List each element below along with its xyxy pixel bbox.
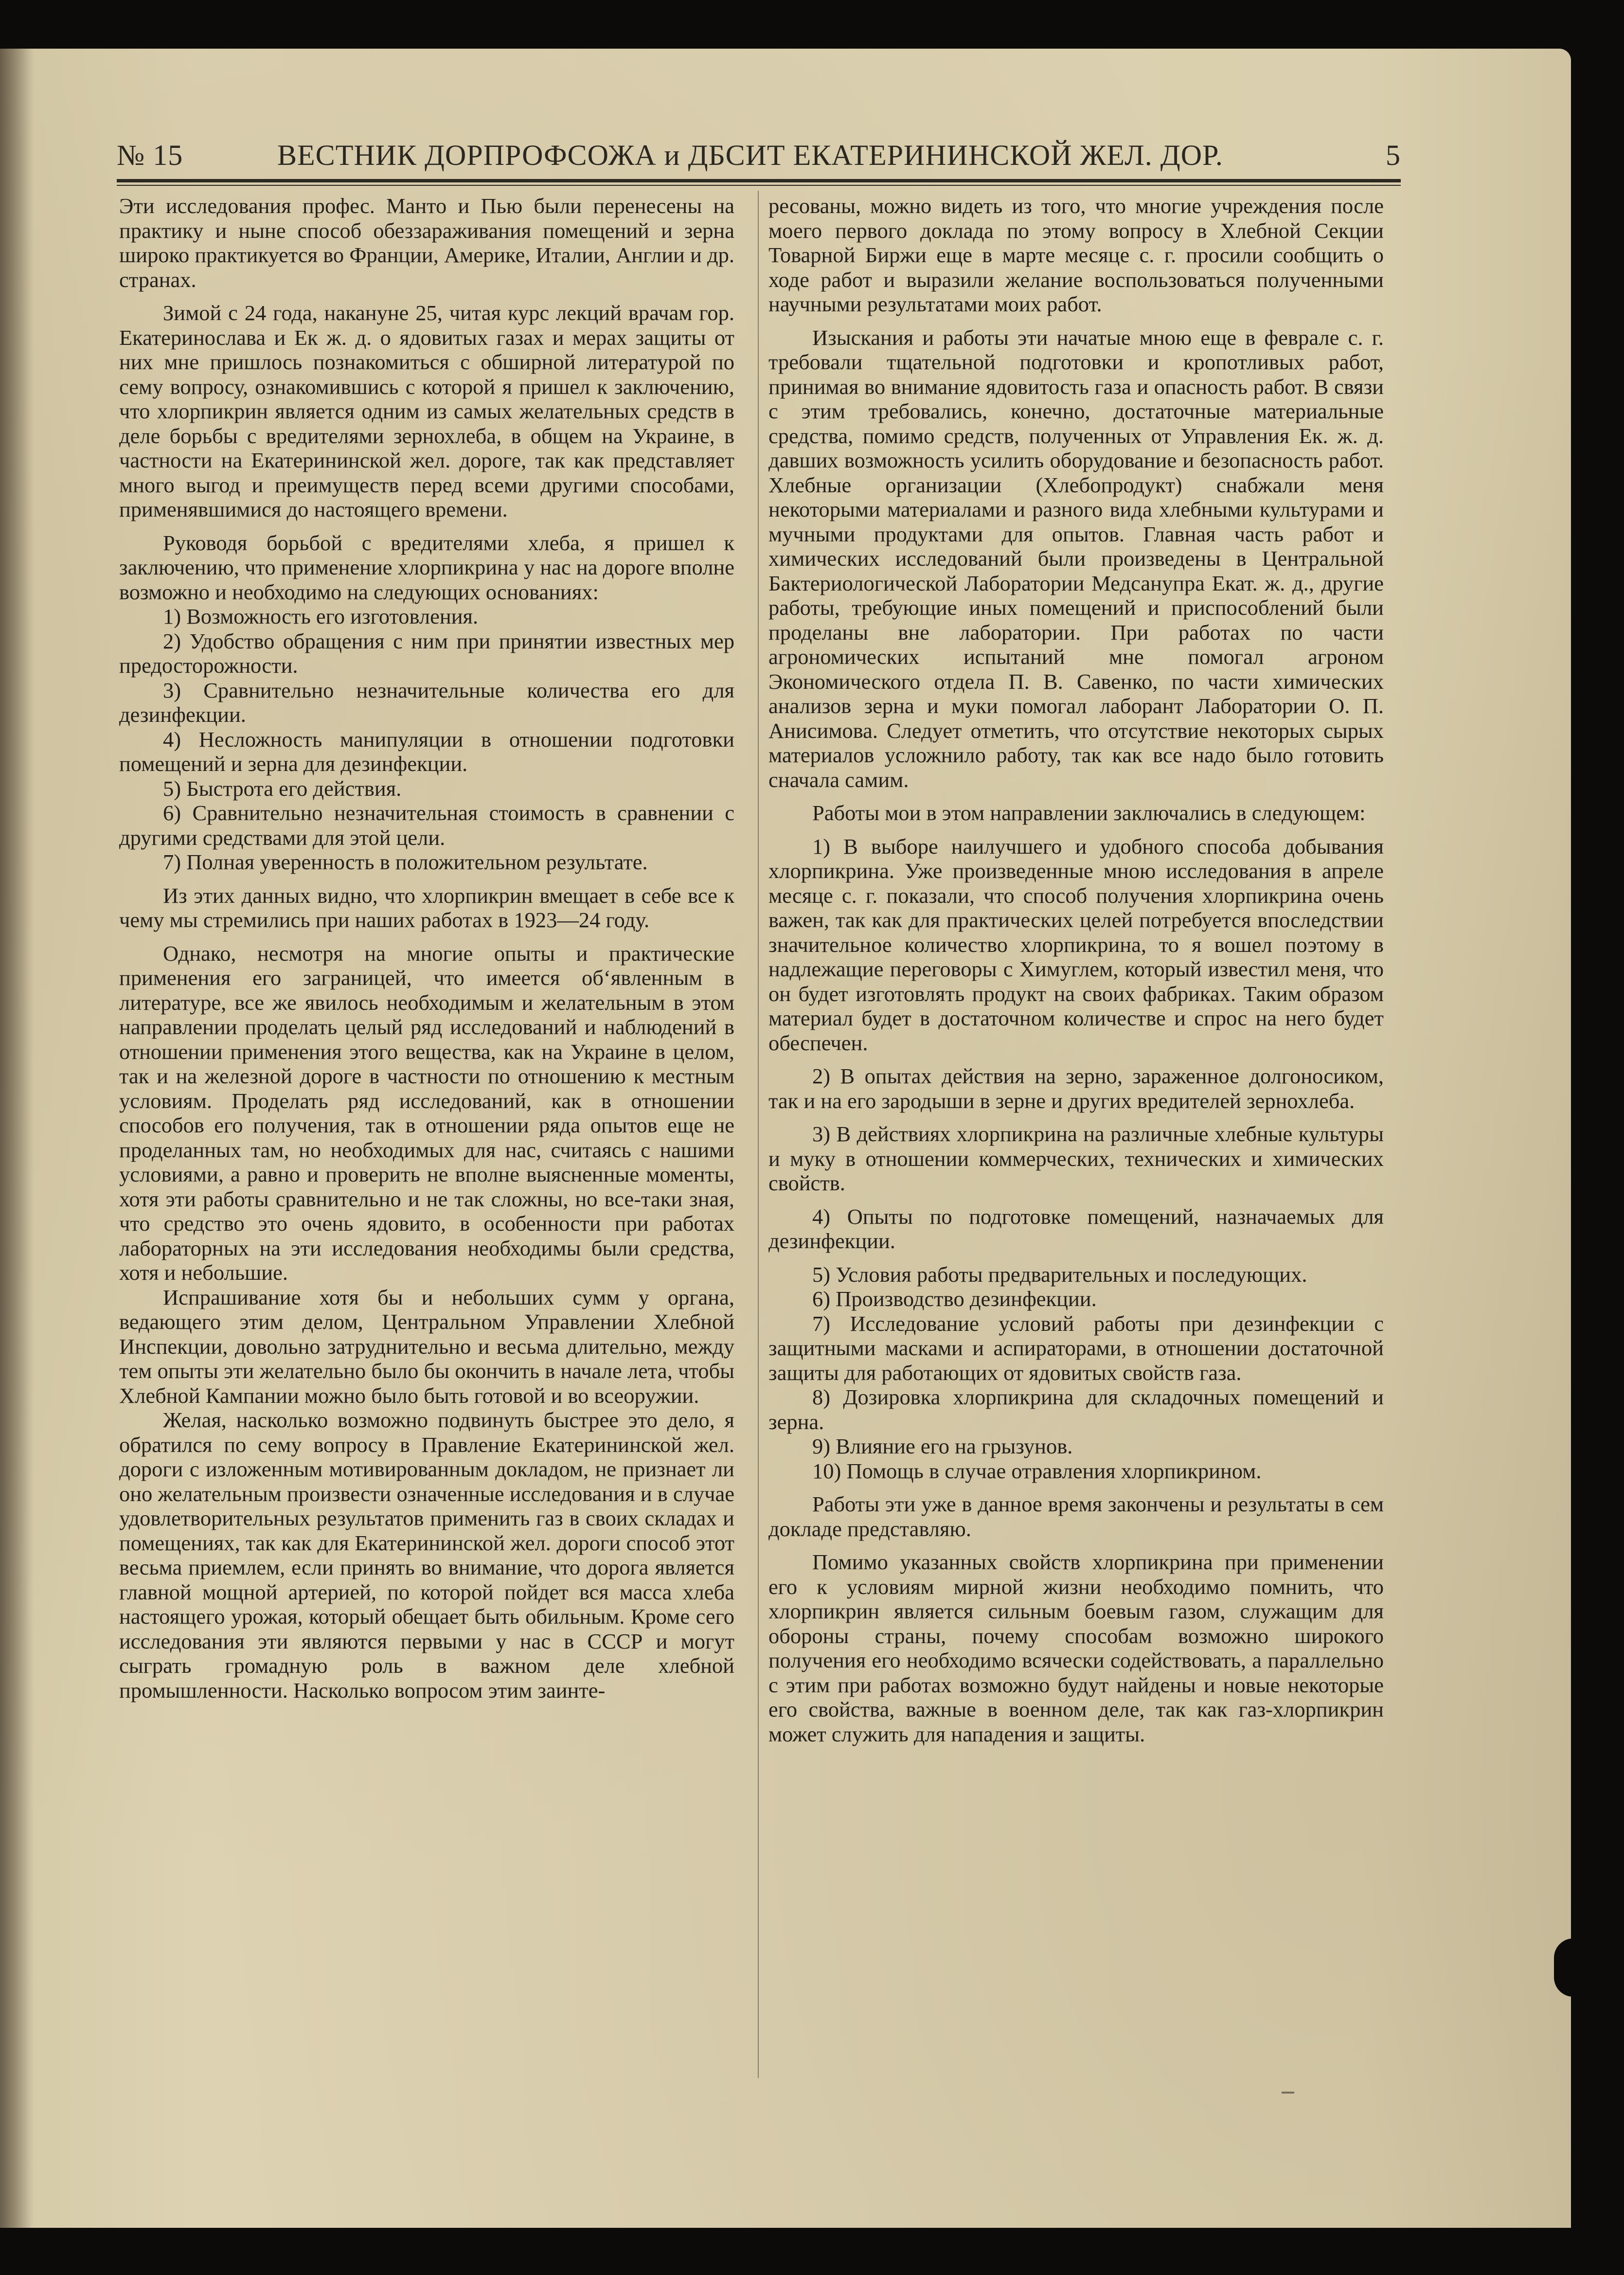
left-column: [119, 194, 734, 1711]
edge-notch: [1554, 1938, 1588, 1997]
paragraph: Помимо указанных свойств хлорпикрина при применении его к условиям мирной жизни необходимо помнить, что хлорпикрин является сильным боевым газом, служащим для обороны страны, почему способам возможно широкого получения его необходимо всячески содействовать, а параллельно с этим при работах возможно будут найдены и новые некоторые его свойства, важные в военном деле, так как газ-хлорпикрин может служить для нападения и защиты.: [768, 1550, 1384, 1746]
list-item: 6) Сравнительно незначительная стоимость в сравнении с другими средствами для этой цели.: [119, 801, 734, 850]
list-item: 5) Условия работы предварительных и последующих.: [812, 1262, 1307, 1287]
paragraph: Работы мои в этом направлении заключались в следующем:: [812, 801, 1366, 825]
list-item: 2) В опытах действия на зерно, зараженное долгоносиком, так и на его зародыши в зерне и других вредителей зернохлеба.: [768, 1064, 1384, 1113]
header-rule-thick: [117, 179, 1401, 182]
binding-shadow: [0, 49, 34, 2228]
paragraph: Однако, несмотря на многие опыты и практические применения его заграницей, что имеется об‘явленным в литературе, все же явилось необходимым и желательным в этом направлении проделать целый ряд исследований и наблюдений в отношении применения этого вещества, как на Украине в целом, так и на железной дороге в частности по отношению к местным условиям. Проделать ряд исследований, как в отношении способов его получения, так в отношении ряда опытов еще не проделанных там, но необходимых для нас, считаясь с нашими условиями, а равно и проверить не вполне выясненные моменты, хотя эти работы сравнительно и не так сложны, но все-таки зная, что средство это очень ядовито, в особенности при работах лабораторных на эти исследования необходимы были средства, хотя и небольшие.: [119, 941, 734, 1285]
page-header: [117, 139, 1401, 178]
list-item: 3) Сравнительно незначительные количества его для дезинфекции.: [119, 678, 734, 727]
paragraph: Желая, насколько возможно подвинуть быстрее это дело, я обратился по сему вопросу в Правление Екатерининской жел. дороги с изложенным мотивированным докладом, не признает ли оно желательным произвести означенные исследования и в случае удовлетворительных результатов применить газ в своих складах и помещениях, так как для Екатерининской жел. дороги способ этот весьма приемлем, если принять во внимание, что дорога является главной мощной артерией, по которой пойдет вся масса хлеба настоящего урожая, который обещает быть обильным. Кроме сего исследования эти являются первыми у нас в СССР и могут сыграть громадную роль в важном деле хлебной промышленности. Насколько вопросом этим заинте-: [119, 1408, 734, 1702]
list-item: 4) Несложность манипуляции в отношении подготовки помещений и зерна для дезинфекции.: [119, 727, 734, 776]
header-rule-thin: [117, 185, 1401, 186]
list-item: 9) Влияние его на грызунов.: [812, 1434, 1073, 1458]
issue-number: № 15: [117, 139, 183, 171]
paragraph: Работы эти уже в данное время закончены и результаты в сем докладе представляю.: [768, 1492, 1384, 1541]
list-item: 1) В выборе наилучшего и удобного способа добывания хлорпикрина. Уже произведенные мною исследования в апреле месяце с. г. показали, что способ получения хлорпикрина очень важен, так как для практических целей потребуется впоследствии значительное количество хлорпикрина, то я вошел поэтому в надлежащие переговоры с Химуглем, который известил меня, что он будет изготовлять продукт на своих фабриках. Таким образом материал будет в достаточном количестве и спрос на него будет обеспечен.: [768, 834, 1384, 1055]
list-item: 4) Опыты по подготовке помещений, назначаемых для дезинфекции.: [768, 1204, 1384, 1253]
paragraph: Из этих данных видно, что хлорпикрин вмещает в себе все к чему мы стремились при наших работах в 1923—24 году.: [119, 883, 734, 932]
list-item: 3) В действиях хлорпикрина на различные хлебные культуры и муку в отношении коммерческих, технических и химических свойств.: [768, 1122, 1384, 1195]
list-item: 10) Помощь в случае отравления хлорпикрином.: [812, 1458, 1262, 1483]
paragraph: Испрашивание хотя бы и небольших сумм у органа, ведающего этим делом, Центральном Управлении Хлебной Инспекции, довольно затруднительно и весьма длительно, между тем опыты эти желательно было бы окончить в начале лета, чтобы Хлебной Кампании можно было быть готовой и во всеоружии.: [119, 1285, 734, 1408]
list-item: 5) Быстрота его действия.: [163, 776, 402, 801]
list-item: 1) Возможность его изготовления.: [163, 604, 479, 628]
list-item: 7) Полная уверенность в положительном результате.: [163, 850, 648, 874]
page-number: 5: [1386, 139, 1401, 171]
print-mark: [1282, 2092, 1294, 2094]
paragraph: Эти исследования профес. Манто и Пью были перенесены на практику и ныне способ обеззараживания помещений и зерна широко практикуется во Франции, Америке, Италии, Англии и др. странах.: [119, 194, 734, 292]
list-item: 7) Исследование условий работы при дезинфекции с защитными масками и аспираторами, в отношении достаточной защиты для работающих от ядовитых свойств газа.: [768, 1311, 1384, 1385]
paragraph: Руководя борьбой с вредителями хлеба, я пришел к заключению, что применение хлорпикрина у нас на дороге вполне возможно и необходимо на следующих основаниях:: [119, 530, 734, 604]
publication-title: ВЕСТНИК ДОРПРОФСОЖА и ДБСИТ ЕКАТЕРИНИНСКОЙ ЖЕЛ. ДОР.: [277, 139, 1223, 171]
list-item: 2) Удобство обращения с ним при принятии известных мер предосторожности.: [119, 628, 734, 678]
paragraph: Зимой с 24 года, накануне 25, читая курс лекций врачам гор. Екатеринослава и Ек ж. д. о ядовитых газах и мерах защиты от них мне пришлось познакомиться с обширной литературой по сему вопросу, ознакомившись с которой я пришел к заключению, что хлорпикрин является одним из самых желательных средств в деле борьбы с вредителями зернохлеба, в общем на Украине, в частности на Екатерининской жел. дороге, так как представляет много выгод и преимуществ перед всеми другими способами, применявшимися до настоящего времени.: [119, 301, 734, 521]
paragraph: Изыскания и работы эти начатые мною еще в феврале с. г. требовали тщательной подготовки и кропотливых работ, принимая во внимание ядовитость газа и опасность работ. В связи с этим требовались, конечно, достаточные материальные средства, помимо средств, полученных от Управления Ек. ж. д. давших возможность усилить оборудование и безопасность работ. Хлебные организации (Хлебопродукт) снабжали меня некоторыми материалами и разного вида хлебными культурами и мучными продуктами для опытов. Главная часть работ и химических исследований были произведены в Центральной Бактериологической Лаборатории Медсанупра Екат. ж. д., другие работы, требующие иных помещений и приспособлений были проделаны вне лаборатории. При работах по части агрономических испытаний мне помогал агроном Экономического отдела П. В. Савенко, по части химических анализов зерна и муки помогал лаборант Лаборатории О. П. Анисимова. Следует отметить, что отсутствие некоторых сырых материалов усложнило работу, так как все надо было готовить сначала самим.: [768, 325, 1384, 792]
list-item: 6) Производство дезинфекции.: [812, 1287, 1097, 1311]
list-item: 8) Дозировка хлорпикрина для складочных помещений и зерна.: [768, 1385, 1384, 1434]
column-divider: [758, 191, 759, 2078]
right-column: [768, 194, 1384, 1755]
paragraph: ресованы, можно видеть из того, что многие учреждения после моего первого доклада по этому вопросу в Хлебной Секции Товарной Биржи еще в марте месяце с. г. просили сообщить о ходе работ и выразили желание воспользоваться полученными научными результатами моих работ.: [768, 194, 1384, 316]
